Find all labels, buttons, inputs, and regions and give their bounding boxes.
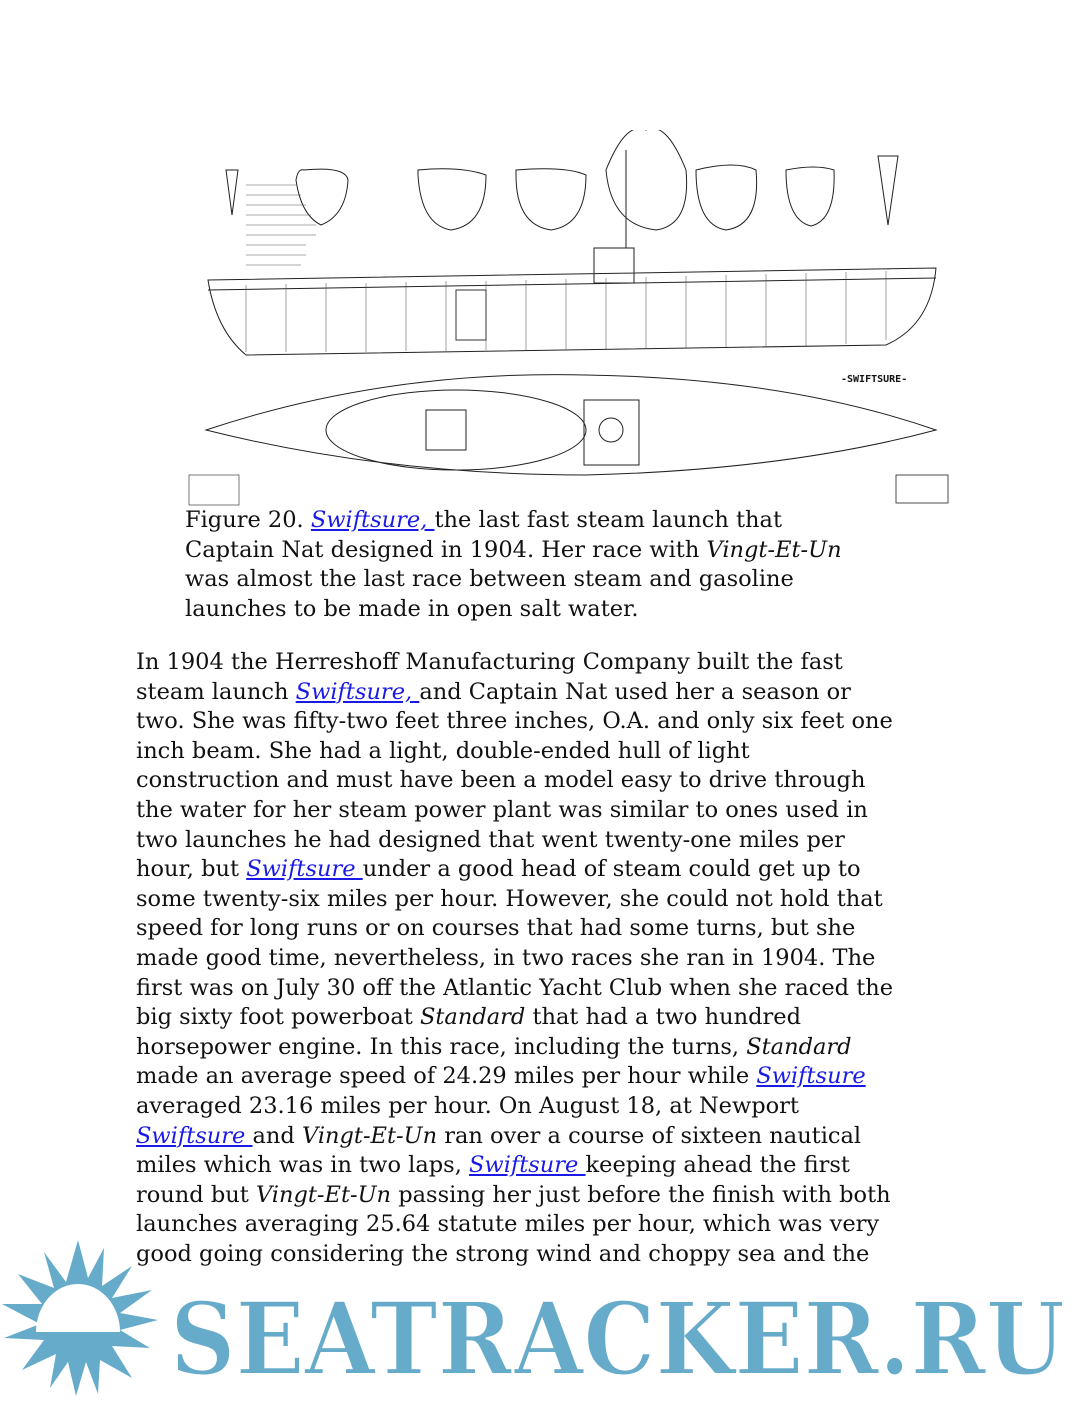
text-run: first was on July 30 off the Atlantic Yacht Club when she raced the <box>136 974 894 1001</box>
watermark-text: SEATRACKER.RU <box>170 1280 1065 1397</box>
body-line <box>136 1181 893 1211</box>
drawing-label: -SWIFTSURE- <box>841 374 908 385</box>
caption-line <box>185 506 842 536</box>
text-run: Figure 20. <box>185 507 311 533</box>
italic-text: Vingt-Et-Un <box>301 1122 438 1149</box>
text-run: round but <box>136 1181 256 1208</box>
text-run: In 1904 the Herreshoff Manufacturing Company built the fast <box>136 649 843 675</box>
italic-text: Standard <box>746 1033 852 1060</box>
text-run: Captain Nat designed in 1904. Her race with <box>185 536 707 563</box>
text-run: was almost the last race between steam and gasoline <box>185 566 794 592</box>
italic-text: Standard <box>419 1004 526 1031</box>
text-run: two launches he had designed that went twenty-one miles per <box>136 826 845 853</box>
caption-line <box>185 565 842 595</box>
body-line <box>136 796 893 826</box>
text-run: the last fast steam launch that <box>434 507 782 533</box>
body-line <box>136 678 893 708</box>
italic-text: Vingt-Et-Un <box>255 1181 392 1208</box>
text-run: big sixty foot powerboat <box>136 1004 420 1031</box>
text-run: horsepower engine. In this race, including the turns, <box>136 1033 747 1060</box>
text-run: two. She was fifty-two feet three inches, O.A. and only six feet one <box>136 708 893 735</box>
body-line <box>136 944 893 974</box>
body-line <box>136 974 893 1004</box>
text-run: launches averaging 25.64 statute miles per hour, which was very <box>136 1211 880 1238</box>
text-run: hour, but <box>136 856 247 883</box>
text-run: miles which was in two laps, <box>136 1152 470 1179</box>
text-run: steam launch <box>136 678 296 705</box>
body-line <box>136 1210 893 1240</box>
swiftsure-link[interactable]: Swiftsure <box>469 1152 586 1179</box>
text-run: made an average speed of 24.29 miles per hour while <box>136 1063 757 1090</box>
text-run: ran over a course of sixteen nautical <box>437 1122 862 1149</box>
sun-logo-icon <box>0 1238 160 1397</box>
caption-line <box>185 595 842 625</box>
body-line <box>136 1062 893 1092</box>
text-run: and Captain Nat used her a season or <box>419 678 851 705</box>
swiftsure-link[interactable]: Swiftsure <box>136 1122 253 1149</box>
body-line <box>136 885 893 915</box>
swiftsure-link[interactable]: Swiftsure, <box>295 678 420 705</box>
body-text <box>136 648 893 1269</box>
text-run: keeping ahead the first <box>585 1152 850 1179</box>
text-run: construction and must have been a model easy to drive through <box>136 767 866 794</box>
text-run: passing her just before the finish with both <box>391 1181 891 1208</box>
swiftsure-link[interactable]: Swiftsure, <box>310 507 435 533</box>
text-run: made good time, nevertheless, in two races she ran in 1904. The <box>136 944 876 971</box>
swiftsure-link[interactable]: Swiftsure <box>756 1063 866 1090</box>
figure-caption <box>185 506 842 624</box>
text-run: and <box>252 1122 302 1149</box>
body-line <box>136 766 893 796</box>
text-run: that had a two hundred <box>525 1004 801 1031</box>
body-line <box>136 737 893 767</box>
body-line <box>136 1240 893 1270</box>
text-run: speed for long runs or on courses that had some turns, but she <box>136 915 856 942</box>
body-line <box>136 648 893 678</box>
body-line <box>136 1151 893 1181</box>
body-line <box>136 1122 893 1152</box>
figure-swiftsure-plans <box>186 130 956 508</box>
body-line <box>136 1092 893 1122</box>
body-line <box>136 855 893 885</box>
text-run: the water for her steam power plant was similar to ones used in <box>136 796 868 823</box>
body-line <box>136 826 893 856</box>
watermark <box>160 1276 1080 1397</box>
text-run: launches to be made in open salt water. <box>185 595 639 622</box>
body-line <box>136 1033 893 1063</box>
body-line <box>136 1003 893 1033</box>
text-run: averaged 23.16 miles per hour. On August 18, at Newport <box>136 1092 799 1119</box>
italic-text: Vingt-Et-Un <box>706 536 842 563</box>
swiftsure-link[interactable]: Swiftsure <box>246 856 363 883</box>
caption-line <box>185 536 842 566</box>
text-run: some twenty-six miles per hour. However, she could not hold that <box>136 885 883 912</box>
body-line <box>136 914 893 944</box>
text-run: inch beam. She had a light, double-ended hull of light <box>136 737 750 764</box>
body-line <box>136 707 893 737</box>
text-run: good going considering the strong wind and choppy sea and the <box>136 1240 870 1267</box>
text-run: under a good head of steam could get up to <box>362 856 861 883</box>
